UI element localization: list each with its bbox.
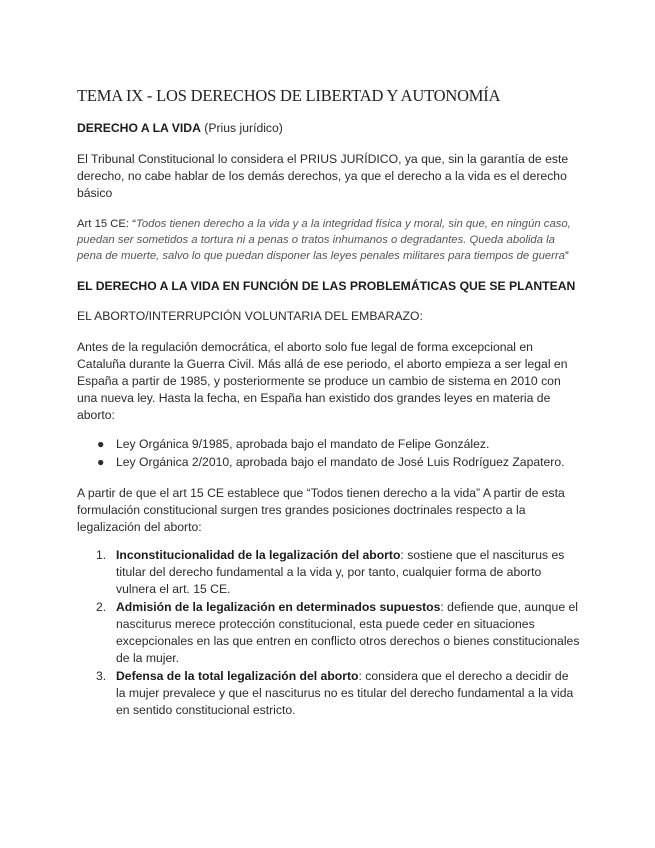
section-heading-derecho-vida bbox=[77, 120, 580, 137]
list-item bbox=[77, 454, 580, 471]
bullet-icon: ● bbox=[97, 455, 105, 469]
list-number: 2. bbox=[96, 600, 107, 614]
position-text: : defiende que, aunque el nasciturus merece protección constitucional, esta puede ceder en situaciones excepcionales en las que entren en conflicto otros derechos o bienes constitucionales de la mujer. bbox=[116, 600, 580, 665]
position-title: Inconstitucionalidad de la legalización del aborto bbox=[116, 548, 401, 562]
list-item bbox=[77, 599, 580, 667]
list-item-text: Ley Orgánica 9/1985, aprobada bajo el mandato de Felipe González. bbox=[116, 437, 490, 451]
section-heading-note: (Prius jurídico) bbox=[200, 121, 283, 135]
list-number: 1. bbox=[96, 548, 107, 562]
list-item bbox=[77, 547, 580, 598]
list-number: 3. bbox=[96, 669, 107, 683]
document-title: TEMA IX - LOS DERECHOS DE LIBERTAD Y AUTONOMÍA bbox=[77, 86, 501, 105]
bullet-icon: ● bbox=[97, 437, 105, 451]
position-title: Defensa de la total legalización del aborto bbox=[116, 669, 359, 683]
position-title: Admisión de la legalización en determinados supuestos bbox=[116, 600, 441, 614]
laws-list bbox=[77, 436, 580, 471]
prius-paragraph: El Tribunal Constitucional lo considera el PRIUS JURÍDICO, ya que, sin la garantía de este derecho, no cabe hablar de los demás derechos, ya que el derecho a la vida es el derecho básico bbox=[77, 152, 569, 200]
section-heading-problematicas: EL DERECHO A LA VIDA EN FUNCIÓN DE LAS PROBLEMÁTICAS QUE SE PLANTEAN bbox=[77, 279, 576, 293]
history-paragraph: Antes de la regulación democrática, el aborto solo fue legal de forma excepcional en Cataluña durante la Guerra Civil. Más allá de ese periodo, el aborto empieza a ser legal en España a partir de 1985, y posteriormente se produce un cambio de sistema en 2010 con una nueva ley. Hasta la fecha, en España han existido dos grandes leyes en materia de aborto: bbox=[77, 340, 568, 422]
document-page bbox=[77, 86, 580, 720]
quote-suffix: ” bbox=[564, 250, 569, 262]
list-item-text: Ley Orgánica 2/2010, aprobada bajo el mandato de José Luis Rodríguez Zapatero. bbox=[116, 455, 565, 469]
subheading-aborto: EL ABORTO/INTERRUPCIÓN VOLUNTARIA DEL EMBARAZO: bbox=[77, 309, 423, 323]
list-item bbox=[77, 436, 580, 453]
list-item bbox=[77, 668, 580, 719]
position-text: : considera que el derecho a decidir de la mujer prevalece y que el nasciturus no es titular del derecho fundamental a la vida en sentido constitucional estricto. bbox=[116, 669, 574, 717]
quote-text: Todos tienen derecho a la vida y a la integridad física y moral, sin que, en ningún caso, puedan ser sometidos a tortura ni a penas o tratos inhumanos o degradantes. Queda abolida la pena de muerte, salvo lo que puedan disponer las leyes penales militares para tiempos de guerra bbox=[77, 218, 571, 262]
positions-list bbox=[77, 547, 580, 719]
section-heading-bold: DERECHO A LA VIDA bbox=[77, 121, 201, 135]
quote-prefix: Art 15 CE: “ bbox=[77, 218, 137, 230]
positions-intro-paragraph: A partir de que el art 15 CE establece que “Todos tienen derecho a la vida” A partir de esta formulación constitucional surgen tres grandes posiciones doctrinales respecto a la legalización del aborto: bbox=[77, 486, 565, 534]
article-quote bbox=[77, 216, 580, 264]
position-text: : sostiene que el nasciturus es titular del derecho fundamental a la vida y, por tanto, cualquier forma de aborto vulnera el art. 15 CE. bbox=[116, 548, 565, 596]
